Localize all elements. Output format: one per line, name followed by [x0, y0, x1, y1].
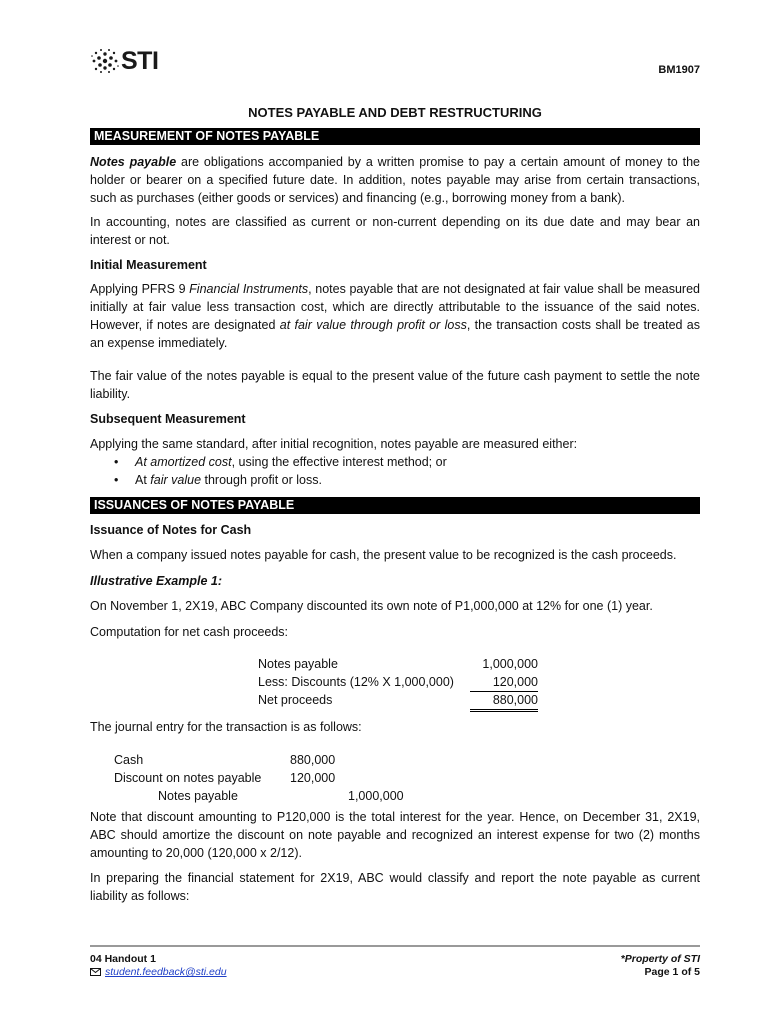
term-amortized-cost: At amortized cost	[135, 455, 232, 469]
computation-amount: 120,000	[470, 673, 538, 692]
journal-row	[114, 769, 434, 787]
paragraph-issuance-cash: When a company issued notes payable for cash, the present value to be recognized is the cash proceeds.	[90, 548, 677, 562]
subheading-subsequent-measurement: Subsequent Measurement	[90, 412, 246, 426]
journal-account: Notes payable	[158, 789, 238, 803]
example-title	[90, 572, 700, 590]
email-link[interactable]: student.feedback@sti.edu	[105, 966, 227, 978]
journal-account: Discount on notes payable	[114, 771, 262, 785]
text-fragment: through profit or loss.	[201, 473, 322, 487]
document-title: NOTES PAYABLE AND DEBT RESTRUCTURING	[248, 105, 542, 120]
paragraph-notes-payable-definition	[90, 153, 700, 207]
text-fragment: Applying PFRS 9	[90, 282, 190, 296]
term-fair-value: fair value	[150, 473, 202, 487]
subheading-initial-measurement: Initial Measurement	[90, 258, 207, 272]
bullet-fair-value	[90, 471, 700, 489]
section-header-issuances: ISSUANCES OF NOTES PAYABLE	[90, 497, 700, 514]
text-fragment: At	[135, 473, 151, 487]
paragraph-classification: In accounting, notes are classified as current or non-current depending on its due date and may bear an interest or not.	[90, 215, 700, 247]
computation-table	[258, 655, 538, 709]
computation-amount: 1,000,000	[482, 657, 538, 671]
subheading-issuance-for-cash: Issuance of Notes for Cash	[90, 523, 252, 537]
paragraph-financial-statement: In preparing the financial statement for 2X19, ABC would classify and report the note payable as current liability as follows:	[90, 871, 700, 903]
footer-right	[621, 953, 700, 979]
example-title-text: Illustrative Example 1:	[90, 574, 223, 588]
journal-account: Cash	[114, 753, 144, 767]
logo-text: STI	[121, 46, 159, 75]
paragraph-discount-amortization: Note that discount amounting to P120,000 is the total interest for the year. Hence, on December 31, 2X19, ABC should amortize the discount on note payable and recognized an interest expense for two (2) months amounting to 20,000 (120,000 x 2/12).	[90, 810, 700, 860]
footer-page-number: Page 1 of 5	[644, 966, 700, 978]
section-header-measurement: MEASUREMENT OF NOTES PAYABLE	[90, 128, 700, 145]
mail-icon	[90, 968, 101, 976]
journal-row	[114, 787, 434, 805]
paragraph-example-facts: On November 1, 2X19, ABC Company discounted its own note of P1,000,000 at 12% for one (1) year.	[90, 599, 653, 613]
measurement-bullet-list	[90, 453, 700, 489]
computation-label: Less: Discounts (12% X 1,000,000)	[258, 675, 454, 689]
footer-property: *Property of STI	[620, 953, 700, 965]
bullet-amortized-cost	[90, 453, 700, 471]
computation-amount: 880,000	[470, 691, 538, 712]
term-notes-payable: Notes payable	[90, 155, 177, 169]
document-code: BM1907	[658, 64, 700, 76]
computation-label: Net proceeds	[258, 693, 333, 707]
text-fragment: , using the effective interest method; or	[231, 455, 447, 469]
text-fragment: , the transaction costs shall be treated as an expense immediately.	[90, 318, 700, 350]
computation-label: Notes payable	[258, 657, 338, 671]
paragraph-computation-intro: Computation for net cash proceeds:	[90, 625, 289, 639]
term-financial-instruments: Financial Instruments	[189, 282, 309, 296]
journal-entry	[114, 751, 434, 805]
paragraph-initial-measurement	[90, 280, 700, 352]
journal-credit: 1,000,000	[348, 789, 404, 803]
journal-debit: 880,000	[290, 753, 336, 767]
definition-text: are obligations accompanied by a written promise to pay a certain amount of money to the holder or bearer on a specified future date. In addition, notes payable may arise from certain transactions, such as purchases (either goods or services) and financing (e.g., borrowing money from a bank).	[90, 155, 700, 205]
paragraph-journal-intro: The journal entry for the transaction is as follows:	[90, 720, 362, 734]
footer-handout: 04 Handout 1	[90, 953, 156, 965]
table-row	[258, 673, 538, 691]
term-fvtpl: at fair value through profit or loss	[279, 318, 467, 332]
journal-debit: 120,000	[290, 771, 336, 785]
table-row	[258, 691, 538, 709]
table-row	[258, 655, 538, 673]
text-fragment: , notes payable that are not designated at fair value shall be measured initially at fair value less transaction cost, which are directly attributable to the issuance of the said notes. However, if notes are designated	[90, 282, 700, 332]
sti-logo	[90, 46, 158, 76]
footer-divider	[90, 945, 700, 947]
globe-icon	[90, 47, 120, 75]
document-page	[90, 0, 700, 1024]
paragraph-fair-value: The fair value of the notes payable is equal to the present value of the future cash payment to settle the note liability.	[90, 369, 700, 401]
paragraph-subsequent: Applying the same standard, after initial recognition, notes payable are measured either:	[90, 437, 578, 451]
journal-row	[114, 751, 434, 769]
footer-email	[90, 966, 227, 978]
